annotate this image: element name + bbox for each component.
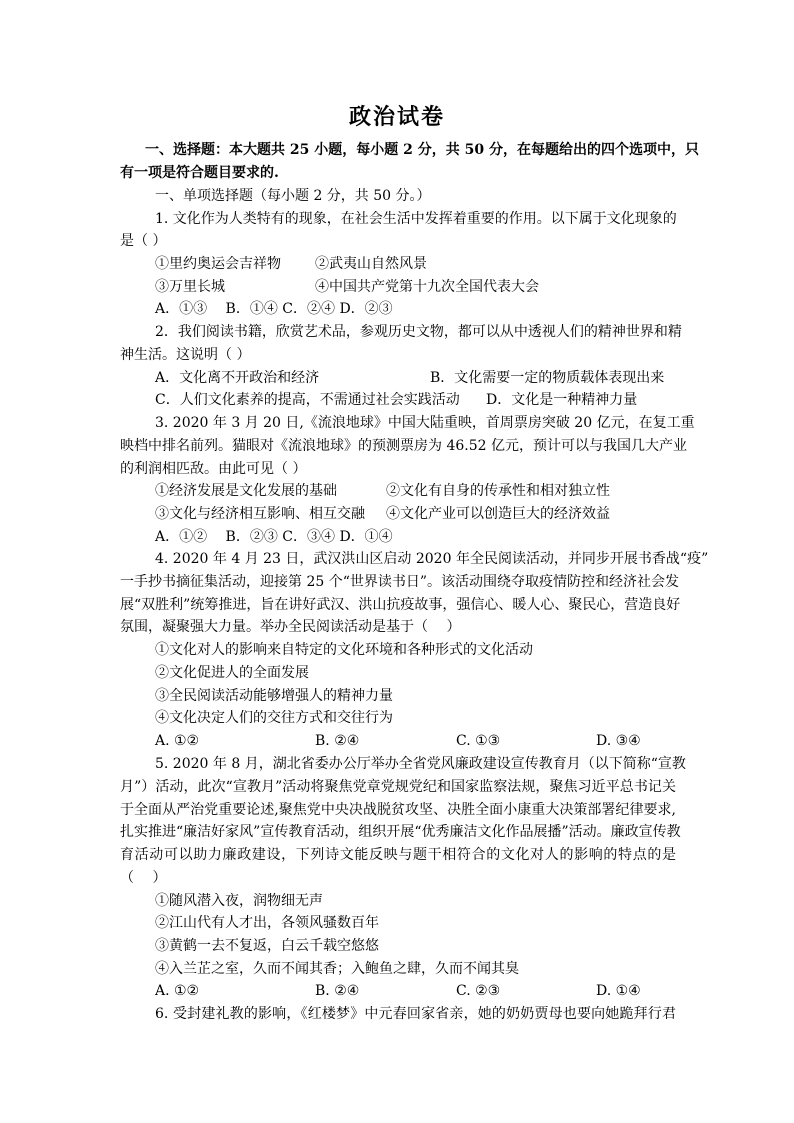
q3-choices: A．①② B．②③ C．③④ D．①④ [155,529,393,545]
q5-option-2: ②江山代有人才出，各领风骚数百年 [155,915,379,931]
q4-choice-c: C. ①③ [456,733,501,749]
q3-option-1: ①经济发展是文化发展的基础 [155,483,337,499]
q3-stem-line-3: 的利润相匹敌。由此可见（ ） [120,461,307,477]
q2-choice-c: C．人们文化素养的提高，不需通过社会实践活动 [155,392,460,408]
q1-stem-line-1: 1. 文化作为人类特有的现象，在社会生活中发挥着重要的作用。以下属于文化现象的 [155,211,677,227]
q4-stem-line-4: 氛围，凝聚强大力量。举办全民阅读活动是基于（ ） [120,619,461,635]
q5-choice-b: B. ②④ [315,983,360,999]
q4-stem-line-1: 4. 2020 年 4 月 23 日，武汉洪山区启动 2020 年全民阅读活动，并同步开展书香战“疫” [155,551,709,567]
q2-stem-line-2: 神生活。这说明（ ） [120,347,251,363]
q3-option-4: ④文化产业可以创造巨大的经济效益 [386,506,610,522]
q3-stem-line-2: 映档中排名前列。猫眼对《流浪地球》的预测票房为 46.52 亿元，预计可以与我国几大产业 [120,438,687,454]
q1-option-3: ③万里长城 [155,279,225,295]
section-heading-line-1: 一、选择题：本大题共 25 小题，每小题 2 分，共 50 分，在每题给出的四个选项中，只 [145,142,699,158]
q5-option-3: ③黄鹤一去不复返，白云千载空悠悠 [155,938,379,954]
q1-option-1: ①里约奥运会吉祥物 [155,256,281,272]
q5-stem-line-4: 扎实推进“廉洁好家风”宣传教育活动，组织开展“优秀廉洁文化作品展播”活动。廉政宣传教 [120,824,681,840]
section-heading-line-2: 有一项是符合题目要求的. [120,165,279,181]
q4-choice-a: A. ①② [155,733,200,749]
q5-stem-line-5: 育活动可以助力廉政建设，下列诗文能反映与题干相符合的文化对人的影响的特点的是 [120,847,676,863]
q5-stem-line-1: 5. 2020 年 8 月，湖北省委办公厅举办全省党风廉政建设宣传教育月（以下简称“宣教 [155,756,686,772]
q5-choice-c: C. ②③ [456,983,501,999]
q3-option-3: ③文化与经济相互影响、相互交融 [155,506,365,522]
q5-option-1: ①随风潜入夜，润物细无声 [155,893,323,909]
q2-choice-b: B．文化需要一定的物质载体表现出来 [430,370,665,386]
q4-choice-d: D. ③④ [596,733,641,749]
subheading: 一、单项选择题（每小题 2 分，共 50 分。） [155,188,431,204]
q3-option-2: ②文化有自身的传承性和相对独立性 [386,483,610,499]
q4-stem-line-2: 一手抄书摘征集活动，迎接第 25 个“世界读书日”。该活动围绕夺取疫情防控和经济社会发 [120,574,680,590]
q1-option-4: ④中国共产党第十九次全国代表大会 [315,279,539,295]
q5-choice-a: A. ①② [155,983,200,999]
q5-stem-line-6: （ ） [120,870,167,886]
document-title: 政治试卷 [348,104,445,130]
q2-choice-a: A．文化离不开政治和经济 [155,370,320,386]
q4-stem-line-3: 展“双胜利”统筹推进，旨在讲好武汉、洪山抗疫故事，强信心、暖人心、聚民心，营造良好 [120,597,681,613]
q4-option-4: ④文化决定人们的交往方式和交往行为 [155,710,393,726]
q5-option-4: ④入兰芷之室，久而不闻其香；入鲍鱼之肆，久而不闻其臭 [155,961,519,977]
q2-stem-line-1: 2．我们阅读书籍，欣赏艺术品，参观历史文物，都可以从中透视人们的精神世界和精 [155,324,682,340]
q2-choice-d: D．文化是一种精神力量 [486,392,638,408]
q1-choices: A．①③ B．①④ C．②④ D．②③ [155,301,393,317]
q3-stem-line-1: 3. 2020 年 3 月 20 日,《流浪地球》中国大陆重映，首周票房突破 20 亿元，在复工重 [155,415,695,431]
q1-option-2: ②武夷山自然风景 [315,256,427,272]
q4-option-2: ②文化促进人的全面发展 [155,665,309,681]
q6-stem-line-1: 6. 受封建礼教的影响，《红楼梦》中元春回家省亲，她的奶奶贾母也要向她跪拜行君 [155,1006,676,1022]
q1-stem-line-2: 是（ ） [120,233,167,249]
q4-option-3: ③全民阅读活动能够增强人的精神力量 [155,688,393,704]
q4-choice-b: B. ②④ [315,733,360,749]
q5-choice-d: D. ①④ [596,983,641,999]
q4-option-1: ①文化对人的影响来自特定的文化环境和各种形式的文化活动 [155,642,533,658]
q5-stem-line-3: 于全面从严治党重要论述,聚焦党中央决战脱贫攻坚、决胜全面小康重大决策部署纪律要求, [120,802,676,818]
q5-stem-line-2: 月”）活动，此次“宣教月”活动将聚焦党章党规党纪和国家监察法规，聚焦习近平总书记关 [120,779,676,795]
